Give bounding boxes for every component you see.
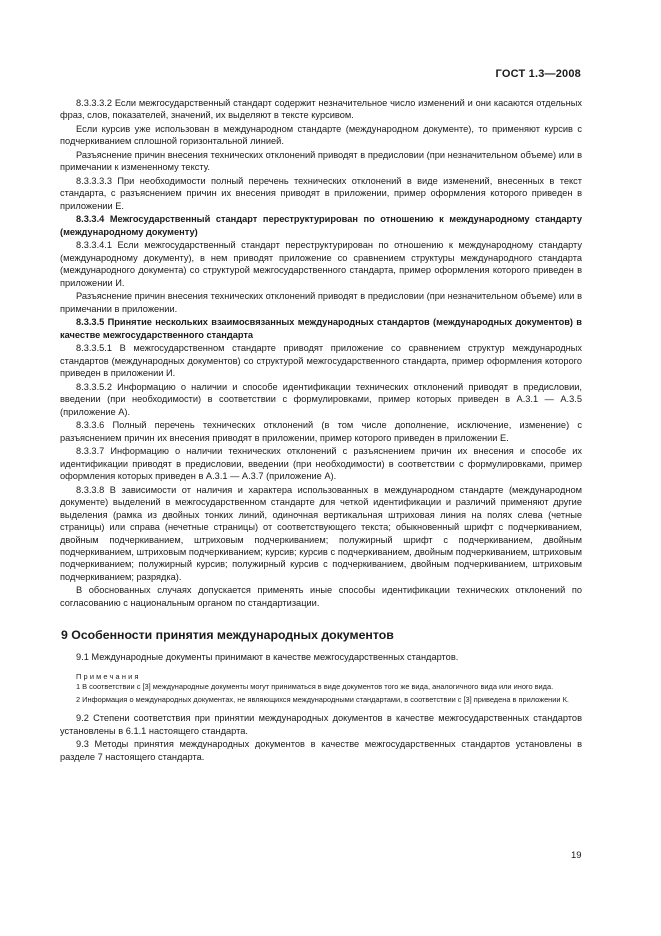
notes-title: Примечания (76, 672, 141, 682)
subheading-8-3-3-5: 8.3.3.5 Принятие нескольких взаимосвязанных международных стандартов (международных документов) в качестве межгосударственного стандарта (60, 317, 582, 340)
paragraph-9-1: 9.1 Международные документы принимают в качестве межгосударственных стандартов. (76, 651, 459, 662)
paragraph-8-3-3-3-3: 8.3.3.3.3 При необходимости полный перечень технических отклонений в виде изменений, внесенных в текст стандарта, с разъяснением причин их внесения приводят в приложении, пример оформления которого приведен в приложении Е. (60, 176, 582, 211)
page-body (60, 97, 582, 763)
paragraph-8-3-3-5-1: 8.3.3.5.1 В межгосударственном стандарте приводят приложение со сравнением структур международных стандартов (международных документов) со структурой межгосударственного стандарта, пример оформления которого приведен в приложении И. (60, 343, 582, 379)
paragraph-8-3-3-6: 8.3.3.6 Полный перечень технических отклонений (в том числе дополнение, исключение, изменение) с разъяснением причин их внесения приводят в приложении, пример которого приведен в приложении Е. (60, 420, 582, 443)
paragraph-8-3-3-8: 8.3.3.8 В зависимости от наличия и характера использованных в международном стандарте (международном документе) выделений в межгосударственном стандарте для четкой идентификации и различий применяют другие выделения (рамка из двойных тонких линий, одиночная вертикальная штриховая линия на полях слева (четные страницы) или справа (нечетные страницы) от соответствующего текста; обыкновенный шрифт с подчеркиванием, двойным подчеркиванием, штриховым подчеркиванием; полужирный шрифт с подчеркиванием, двойным подчеркиванием, штриховым подчеркиванием; курсив; курсив с подчеркиванием, двойным подчеркиванием, штриховым подчеркиванием; полужирный курсив; полужирный курсив с подчеркиванием, двойным подчеркиванием, штриховым подчеркиванием; разрядка). (60, 484, 582, 582)
paragraph-8-3-3-4-1: 8.3.3.4.1 Если межгосударственный стандарт переструктурирован по отношению к международному стандарту (международному документу), в нем приводят приложение со сравнением структуры международного стандарта (международного документа) со структурой межгосударственного стандарта, пример оформления которого приведен в приложении И. (60, 240, 582, 288)
paragraph-deviation-reasons-annex: Разъяснение причин внесения технических отклонений приводят в предисловии (при незначительном объеме) или в примечании в приложении. (60, 291, 582, 314)
paragraph-italic-underline: Если курсив уже использован в международном стандарте (международном документе), то применяют курсив с подчеркиванием сплошной горизонтальной линией. (60, 124, 582, 147)
note-1: 1 В соответствии с [3] международные документы могут приниматься в виде документов того же вида, аналогичного вида или иного вида. (76, 682, 554, 692)
page-number: 19 (571, 850, 582, 861)
note-2: 2 Информация о международных документах, не являющихся международными стандартами, в соответствии с [3] приведена в приложении К. (76, 694, 569, 704)
paragraph-9-3: 9.3 Методы принятия международных документов в качестве межгосударственных стандартов установлены в разделе 7 настоящего стандарта. (60, 739, 582, 762)
section-9-heading: 9 Особенности принятия международных документов (61, 628, 394, 643)
paragraph-deviation-reasons: Разъяснение причин внесения технических отклонений приводят в предисловии (при незначительном объеме) или в примечании к измененному тексту. (60, 150, 582, 173)
paragraph-8-3-3-3-2: 8.3.3.3.2 Если межгосударственный стандарт содержит незначительное число изменений и они касаются отдельных фраз, слов, показателей, значений, их выделяют в тексте курсивом. (60, 98, 582, 121)
paragraph-8-3-3-5-2: 8.3.3.5.2 Информацию о наличии и способе идентификации технических отклонений приводят в предисловии, введении (при необходимости) в соответствии с формулировками, пример которых приведен в А.3.1 — А.3.5 (приложение А). (60, 381, 582, 417)
paragraph-8-3-3-7: 8.3.3.7 Информацию о наличии технических отклонений с разъяснением причин их внесения и способе их идентификации приводят в предисловии, введении (при необходимости) в соответствии с формулировками, пример оформления которых приведен в А.3.1 — А.3.7 (приложение А). (60, 446, 582, 482)
paragraph-9-2: 9.2 Степени соответствия при принятии международных документов в качестве межгосударственных стандартов установлены в 6.1.1 настоящего стандарта. (60, 713, 582, 736)
document-code: ГОСТ 1.3—2008 (495, 68, 581, 80)
paragraph-other-methods: В обоснованных случаях допускается применять иные способы идентификации технических отклонений по согласованию с национальным органом по стандартизации. (60, 585, 582, 608)
subheading-8-3-3-4: 8.3.3.4 Межгосударственный стандарт переструктурирован по отношению к международному стандарту (международному документу) (60, 214, 582, 237)
